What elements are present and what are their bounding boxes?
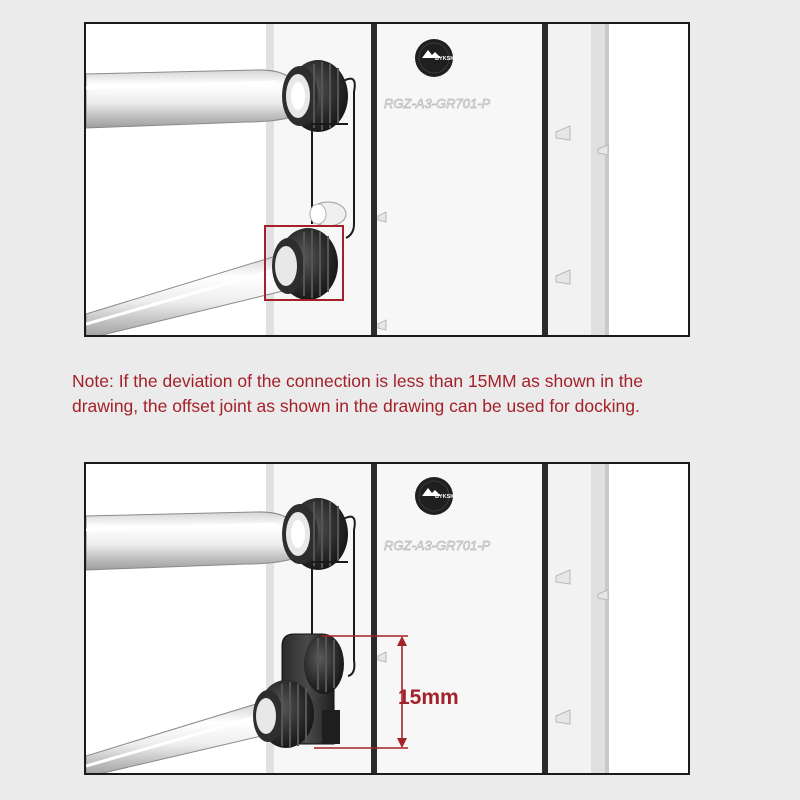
upper-tube — [86, 70, 296, 128]
lower-tube — [86, 704, 270, 775]
upper-tube — [86, 512, 296, 570]
bottom-illustration — [84, 462, 690, 775]
lower-fitting — [253, 680, 314, 748]
brand-logo-text: BYKSKI — [435, 494, 456, 500]
clear-plug — [310, 202, 346, 226]
engraved-model-text: RGZ-A3-GR701-P — [384, 538, 491, 553]
engraved-model-text: RGZ-A3-GR701-P — [384, 96, 491, 111]
offset-note-line-1: Note: If the deviation of the connection is less than 15MM as shown in the — [72, 371, 644, 391]
lower-tube — [86, 256, 291, 337]
bottom-illustration-drawing — [86, 464, 690, 775]
top-illustration-drawing — [86, 24, 690, 337]
brand-logo-text: BYKSKI — [435, 56, 456, 62]
upper-fitting — [282, 498, 348, 570]
offset-note-line-2: drawing, the offset joint as shown in the drawing can be used for docking. — [72, 396, 640, 416]
dimension-label: 15mm — [398, 686, 459, 709]
offset-note — [72, 369, 732, 419]
upper-fitting — [282, 60, 348, 132]
top-illustration — [84, 22, 690, 337]
